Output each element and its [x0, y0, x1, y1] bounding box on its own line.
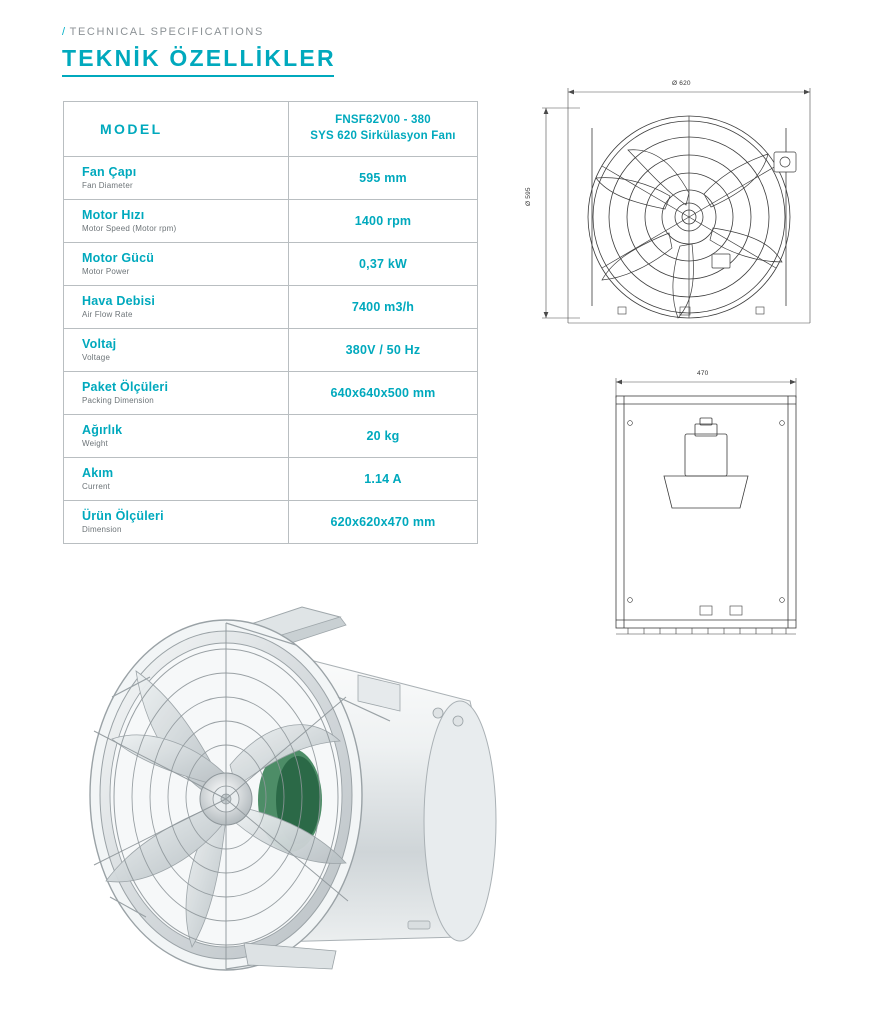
- table-row: [64, 501, 478, 544]
- row-value: 20 kg: [366, 429, 400, 443]
- front-dim-top: Ø 620: [672, 80, 691, 87]
- row-value: 7400 m3/h: [351, 300, 415, 314]
- row-value-cell: [289, 243, 478, 286]
- page-title: TEKNİK ÖZELLİKLER: [62, 45, 336, 71]
- row-value-cell: [289, 458, 478, 501]
- table-row: [64, 458, 478, 501]
- table-header-row: [64, 102, 478, 157]
- row-label-cell: [64, 458, 289, 501]
- row-value: 1.14 A: [364, 472, 402, 486]
- side-view-svg: [600, 368, 830, 658]
- row-value-cell: [289, 372, 478, 415]
- row-value-cell: [289, 157, 478, 200]
- row-label-tr: Motor Gücü: [82, 251, 155, 266]
- row-label-cell: [64, 329, 289, 372]
- specifications-table-body: [64, 102, 478, 544]
- table-header-label-cell: [64, 102, 289, 157]
- row-label-tr: Ürün Ölçüleri: [82, 509, 164, 524]
- row-label-cell: [64, 501, 289, 544]
- row-value-cell: [289, 286, 478, 329]
- header-eyebrow: [62, 26, 336, 38]
- page-header: [62, 26, 336, 77]
- row-value: 595 mm: [359, 171, 407, 185]
- header-slash: /: [62, 26, 67, 38]
- row-label-tr: Akım: [82, 466, 114, 481]
- table-row: [64, 200, 478, 243]
- front-view-svg: [520, 78, 830, 353]
- row-value: 620x620x470 mm: [330, 515, 436, 529]
- row-label-cell: [64, 243, 289, 286]
- table-header-model: MODEL: [100, 121, 163, 137]
- row-label-cell: [64, 200, 289, 243]
- row-label-cell: [64, 372, 289, 415]
- row-label-cell: [64, 415, 289, 458]
- table-row: [64, 243, 478, 286]
- front-view-drawing: [520, 78, 830, 353]
- row-value-cell: [289, 415, 478, 458]
- title-underline: [62, 75, 334, 77]
- row-label-en: Motor Power: [82, 266, 130, 276]
- row-label-tr: Hava Debisi: [82, 294, 156, 309]
- row-value-cell: [289, 200, 478, 243]
- row-label-en: Fan Diameter: [82, 180, 133, 190]
- model-code: [295, 113, 471, 144]
- specifications-table: [63, 101, 478, 544]
- table-row: [64, 329, 478, 372]
- row-value: 380V / 50 Hz: [345, 343, 421, 357]
- row-value: 1400 rpm: [354, 214, 412, 228]
- row-label-cell: [64, 157, 289, 200]
- product-photo-svg: [40, 545, 560, 1005]
- table-row: [64, 415, 478, 458]
- header-eyebrow-text: TECHNICAL SPECIFICATIONS: [69, 26, 264, 38]
- row-label-cell: [64, 286, 289, 329]
- row-value: 640x640x500 mm: [330, 386, 436, 400]
- table-row: [64, 372, 478, 415]
- table-row: [64, 286, 478, 329]
- row-label-en: Weight: [82, 438, 108, 448]
- row-label-en: Packing Dimension: [82, 395, 154, 405]
- side-view-drawing: [600, 368, 830, 658]
- front-dim-left: Ø 595: [525, 187, 532, 206]
- row-value-cell: [289, 329, 478, 372]
- row-label-en: Current: [82, 481, 111, 491]
- row-label-en: Voltage: [82, 352, 111, 362]
- table-row: [64, 157, 478, 200]
- row-label-tr: Motor Hızı: [82, 208, 145, 223]
- row-label-en: Dimension: [82, 524, 122, 534]
- row-label-tr: Paket Ölçüleri: [82, 380, 169, 395]
- product-photo: [40, 545, 560, 1005]
- model-code-line1: FNSF62V00 - 380: [335, 114, 431, 127]
- row-label-en: Motor Speed (Motor rpm): [82, 223, 177, 233]
- row-value: 0,37 kW: [359, 257, 407, 271]
- row-label-tr: Fan Çapı: [82, 165, 137, 180]
- model-code-line2: SYS 620 Sirkülasyon Fanı: [310, 130, 456, 142]
- row-label-tr: Voltaj: [82, 337, 117, 352]
- row-label-tr: Ağırlık: [82, 423, 123, 438]
- row-label-en: Air Flow Rate: [82, 309, 133, 319]
- row-value-cell: [289, 501, 478, 544]
- table-header-code-cell: [289, 102, 478, 157]
- side-dim-top: 470: [697, 370, 709, 377]
